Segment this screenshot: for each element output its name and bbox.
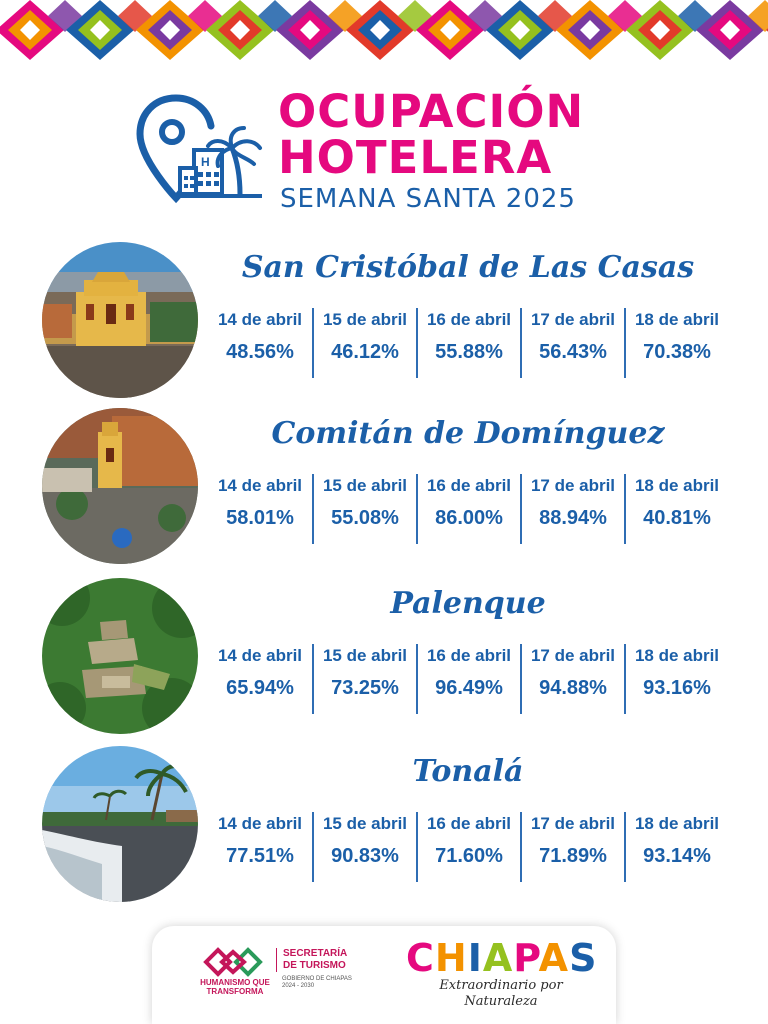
- city-photo-palenque: [42, 578, 198, 734]
- occupancy-percent: 48.56%: [226, 341, 294, 363]
- occupancy-percent: 77.51%: [226, 845, 294, 867]
- day-cell: [208, 812, 312, 882]
- occupancy-percent: 58.01%: [226, 507, 294, 529]
- day-cell: [624, 308, 728, 378]
- gobierno-line: GOBIERNO DE CHIAPAS: [282, 976, 352, 982]
- day-date: 15 de abril: [322, 476, 408, 495]
- occupancy-percent: 56.43%: [539, 341, 607, 363]
- day-date: 18 de abril: [634, 814, 720, 833]
- occupancy-percent: 46.12%: [331, 341, 399, 363]
- chiapas-letter: I: [467, 936, 483, 980]
- city-name: San Cristóbal de Las Casas: [241, 250, 695, 285]
- occupancy-percent: 71.60%: [435, 845, 503, 867]
- day-cell: [624, 474, 728, 544]
- secretaria-turismo-text: [276, 948, 352, 972]
- day-date: 16 de abril: [426, 646, 512, 665]
- city-section-san-cristobal: [40, 242, 730, 402]
- city-name: Tonalá: [412, 754, 524, 789]
- day-cell: [312, 644, 416, 714]
- occupancy-percent: 40.81%: [643, 507, 711, 529]
- chiapas-letter: A: [482, 936, 514, 980]
- humanismo-logo-icon: [198, 942, 268, 982]
- day-cell: [520, 474, 624, 544]
- chiapas-letter: S: [569, 936, 598, 980]
- day-date: 18 de abril: [634, 646, 720, 665]
- day-date: 17 de abril: [530, 646, 616, 665]
- city-section-tonala: [40, 746, 730, 906]
- day-date: 17 de abril: [530, 476, 616, 495]
- occupancy-percent: 96.49%: [435, 677, 503, 699]
- chiapas-letter: H: [434, 936, 468, 980]
- hotel-location-icon: [136, 94, 268, 206]
- occupancy-row: [208, 308, 728, 378]
- occupancy-percent: 86.00%: [435, 507, 503, 529]
- city-name: Palenque: [390, 586, 546, 621]
- chiapas-letter: C: [406, 936, 435, 980]
- day-date: 15 de abril: [322, 814, 408, 833]
- day-cell: [208, 474, 312, 544]
- occupancy-percent: 93.14%: [643, 845, 711, 867]
- city-photo-comitan: [42, 408, 198, 564]
- secretaria-line-1: SECRETARÍA: [283, 948, 348, 959]
- decorative-border-top: [0, 0, 768, 62]
- day-date: 14 de abril: [217, 646, 303, 665]
- occupancy-percent: 93.16%: [643, 677, 711, 699]
- city-section-palenque: [40, 578, 730, 738]
- day-date: 16 de abril: [426, 814, 512, 833]
- chiapas-letter: P: [513, 936, 539, 980]
- city-photo-tonala: [42, 746, 198, 902]
- day-cell: [520, 812, 624, 882]
- day-cell: [624, 812, 728, 882]
- years-line: 2024 - 2030: [282, 983, 315, 989]
- city-name: Comitán de Domínguez: [271, 416, 665, 451]
- title-line-1: OCUPACIÓN: [278, 85, 585, 138]
- day-date: 14 de abril: [217, 310, 303, 329]
- day-cell: [416, 644, 520, 714]
- day-date: 16 de abril: [426, 476, 512, 495]
- day-date: 15 de abril: [322, 310, 408, 329]
- chiapas-tagline: Extraordinario por Naturaleza: [439, 978, 563, 1009]
- title-line-2: HOTELERA: [278, 131, 553, 184]
- day-cell: [208, 644, 312, 714]
- day-cell: [312, 474, 416, 544]
- day-date: 18 de abril: [634, 310, 720, 329]
- humanismo-text: [180, 978, 290, 996]
- day-cell: [520, 308, 624, 378]
- occupancy-percent: 55.88%: [435, 341, 503, 363]
- occupancy-percent: 55.08%: [331, 507, 399, 529]
- day-cell: [416, 474, 520, 544]
- day-date: 15 de abril: [322, 646, 408, 665]
- day-date: 17 de abril: [530, 814, 616, 833]
- chiapas-logo: [406, 938, 596, 978]
- svg-text:H: H: [201, 155, 210, 169]
- city-photo-san-cristobal: [42, 242, 198, 398]
- textile-pattern-icon: [0, 0, 768, 62]
- day-date: 14 de abril: [217, 476, 303, 495]
- humanismo-line-1: HUMANISMO QUE: [200, 978, 270, 987]
- secretaria-line-2: DE TURISMO: [283, 960, 346, 971]
- occupancy-row: [208, 474, 728, 544]
- humanismo-line-2: TRANSFORMA: [206, 987, 264, 996]
- occupancy-percent: 90.83%: [331, 845, 399, 867]
- occupancy-percent: 73.25%: [331, 677, 399, 699]
- day-date: 16 de abril: [426, 310, 512, 329]
- occupancy-percent: 94.88%: [539, 677, 607, 699]
- day-cell: [208, 308, 312, 378]
- day-date: 14 de abril: [217, 814, 303, 833]
- occupancy-percent: 70.38%: [643, 341, 711, 363]
- day-date: 18 de abril: [634, 476, 720, 495]
- occupancy-percent: 88.94%: [539, 507, 607, 529]
- occupancy-row: [208, 812, 728, 882]
- day-date: 17 de abril: [530, 310, 616, 329]
- day-cell: [416, 308, 520, 378]
- subtitle: SEMANA SANTA 2025: [280, 184, 576, 214]
- day-cell: [520, 644, 624, 714]
- occupancy-percent: 65.94%: [226, 677, 294, 699]
- occupancy-percent: 71.89%: [539, 845, 607, 867]
- header: [130, 86, 630, 221]
- occupancy-row: [208, 644, 728, 714]
- day-cell: [624, 644, 728, 714]
- chiapas-letter: A: [538, 936, 570, 980]
- gobierno-chiapas-text: [282, 976, 356, 990]
- day-cell: [416, 812, 520, 882]
- day-cell: [312, 812, 416, 882]
- day-cell: [312, 308, 416, 378]
- city-section-comitan: [40, 408, 730, 568]
- footer: [152, 926, 616, 1024]
